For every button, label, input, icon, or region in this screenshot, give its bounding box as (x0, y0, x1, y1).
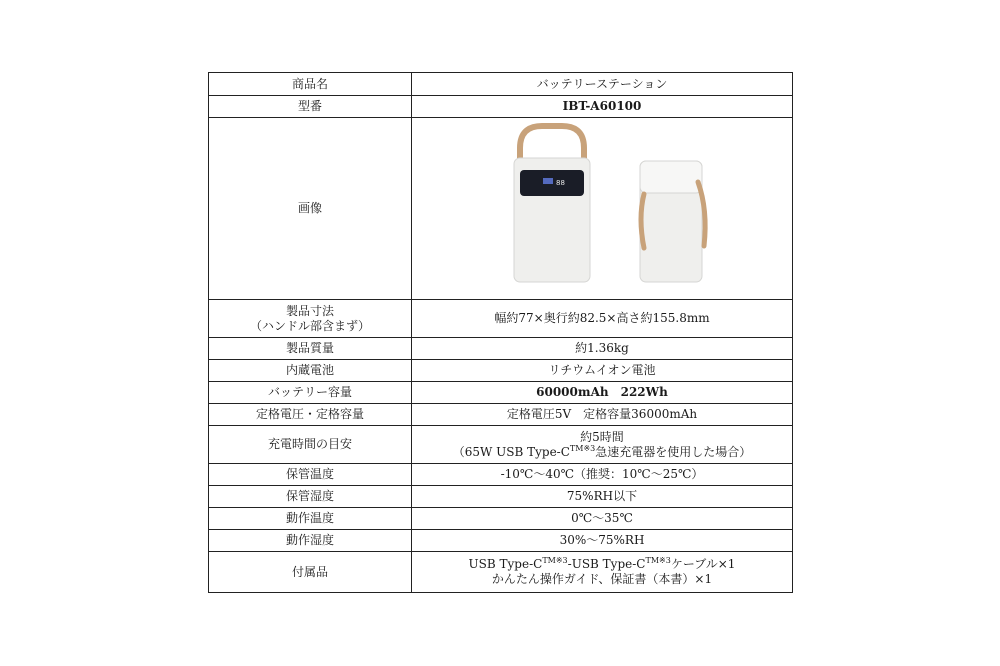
accessories-line2: かんたん操作ガイド、保証書（本書）×1 (491, 572, 713, 586)
storage-temp-value: -10℃～40℃（推奨：10℃～25℃） (412, 464, 793, 486)
row-product-name (209, 73, 793, 96)
rated-value: 定格電圧5V 定格容量36000mAh (412, 404, 793, 426)
accessories-line1-a: USB Type-C (468, 557, 543, 571)
rated-label: 定格電圧・定格容量 (209, 404, 412, 426)
charge-time-line2 (416, 445, 788, 460)
spec-table (208, 72, 793, 593)
capacity-value: 60000mAh 222Wh (412, 382, 793, 404)
battery-label: 内蔵電池 (209, 360, 412, 382)
weight-value: 約1.36kg (412, 338, 793, 360)
product-name-value: バッテリーステーション (412, 73, 793, 96)
model-value: IBT-A60100 (412, 96, 793, 118)
row-operating-humidity (209, 530, 793, 552)
row-accessories (209, 552, 793, 593)
product-front-view (514, 126, 590, 282)
accessories-trademark-2: TM※3 (645, 556, 671, 565)
operating-humidity-label: 動作湿度 (209, 530, 412, 552)
charge-time-label: 充電時間の目安 (209, 426, 412, 464)
accessories-trademark-1: TM※3 (542, 556, 568, 565)
accessories-line1-c: ケーブル×1 (670, 557, 736, 571)
storage-humidity-value: 75%RH以下 (412, 486, 793, 508)
operating-humidity-value: 30%～75%RH (412, 530, 793, 552)
dimensions-label (209, 300, 412, 338)
row-weight (209, 338, 793, 360)
charge-time-value (412, 426, 793, 464)
row-model (209, 96, 793, 118)
operating-temp-value: 0℃～35℃ (412, 508, 793, 530)
row-charge-time (209, 426, 793, 464)
row-capacity (209, 382, 793, 404)
row-operating-temp (209, 508, 793, 530)
storage-temp-label: 保管温度 (209, 464, 412, 486)
capacity-label: バッテリー容量 (209, 382, 412, 404)
storage-humidity-label: 保管湿度 (209, 486, 412, 508)
product-illustration (412, 118, 802, 299)
charge-time-line2-pre: （65W USB Type-C (452, 444, 570, 459)
row-dimensions (209, 300, 793, 338)
accessories-line1 (416, 557, 788, 572)
dimensions-label-line1: 製品寸法 (285, 303, 334, 318)
charge-time-line2-post: 急速充電器を使用した場合） (595, 444, 752, 459)
model-label: 型番 (209, 96, 412, 118)
accessories-label: 付属品 (209, 552, 412, 593)
dimensions-value: 幅約77×奥行約82.5×高さ約155.8mm (412, 300, 793, 338)
operating-temp-label: 動作温度 (209, 508, 412, 530)
accessories-line1-b: -USB Type-C (567, 557, 646, 571)
charge-time-line1: 約5時間 (580, 429, 624, 444)
image-cell (412, 118, 793, 300)
image-label: 画像 (209, 118, 412, 300)
row-image (209, 118, 793, 300)
charge-time-trademark: TM※3 (569, 443, 596, 453)
product-image (412, 118, 792, 299)
product-name-label: 商品名 (209, 73, 412, 96)
row-storage-temp (209, 464, 793, 486)
row-battery (209, 360, 793, 382)
svg-text:88: 88 (556, 179, 565, 187)
row-storage-humidity (209, 486, 793, 508)
weight-label: 製品質量 (209, 338, 412, 360)
accessories-value (412, 552, 793, 593)
row-rated (209, 404, 793, 426)
battery-value: リチウムイオン電池 (412, 360, 793, 382)
product-side-view (640, 161, 705, 282)
dimensions-label-line2: （ハンドル部含まず） (249, 318, 370, 333)
